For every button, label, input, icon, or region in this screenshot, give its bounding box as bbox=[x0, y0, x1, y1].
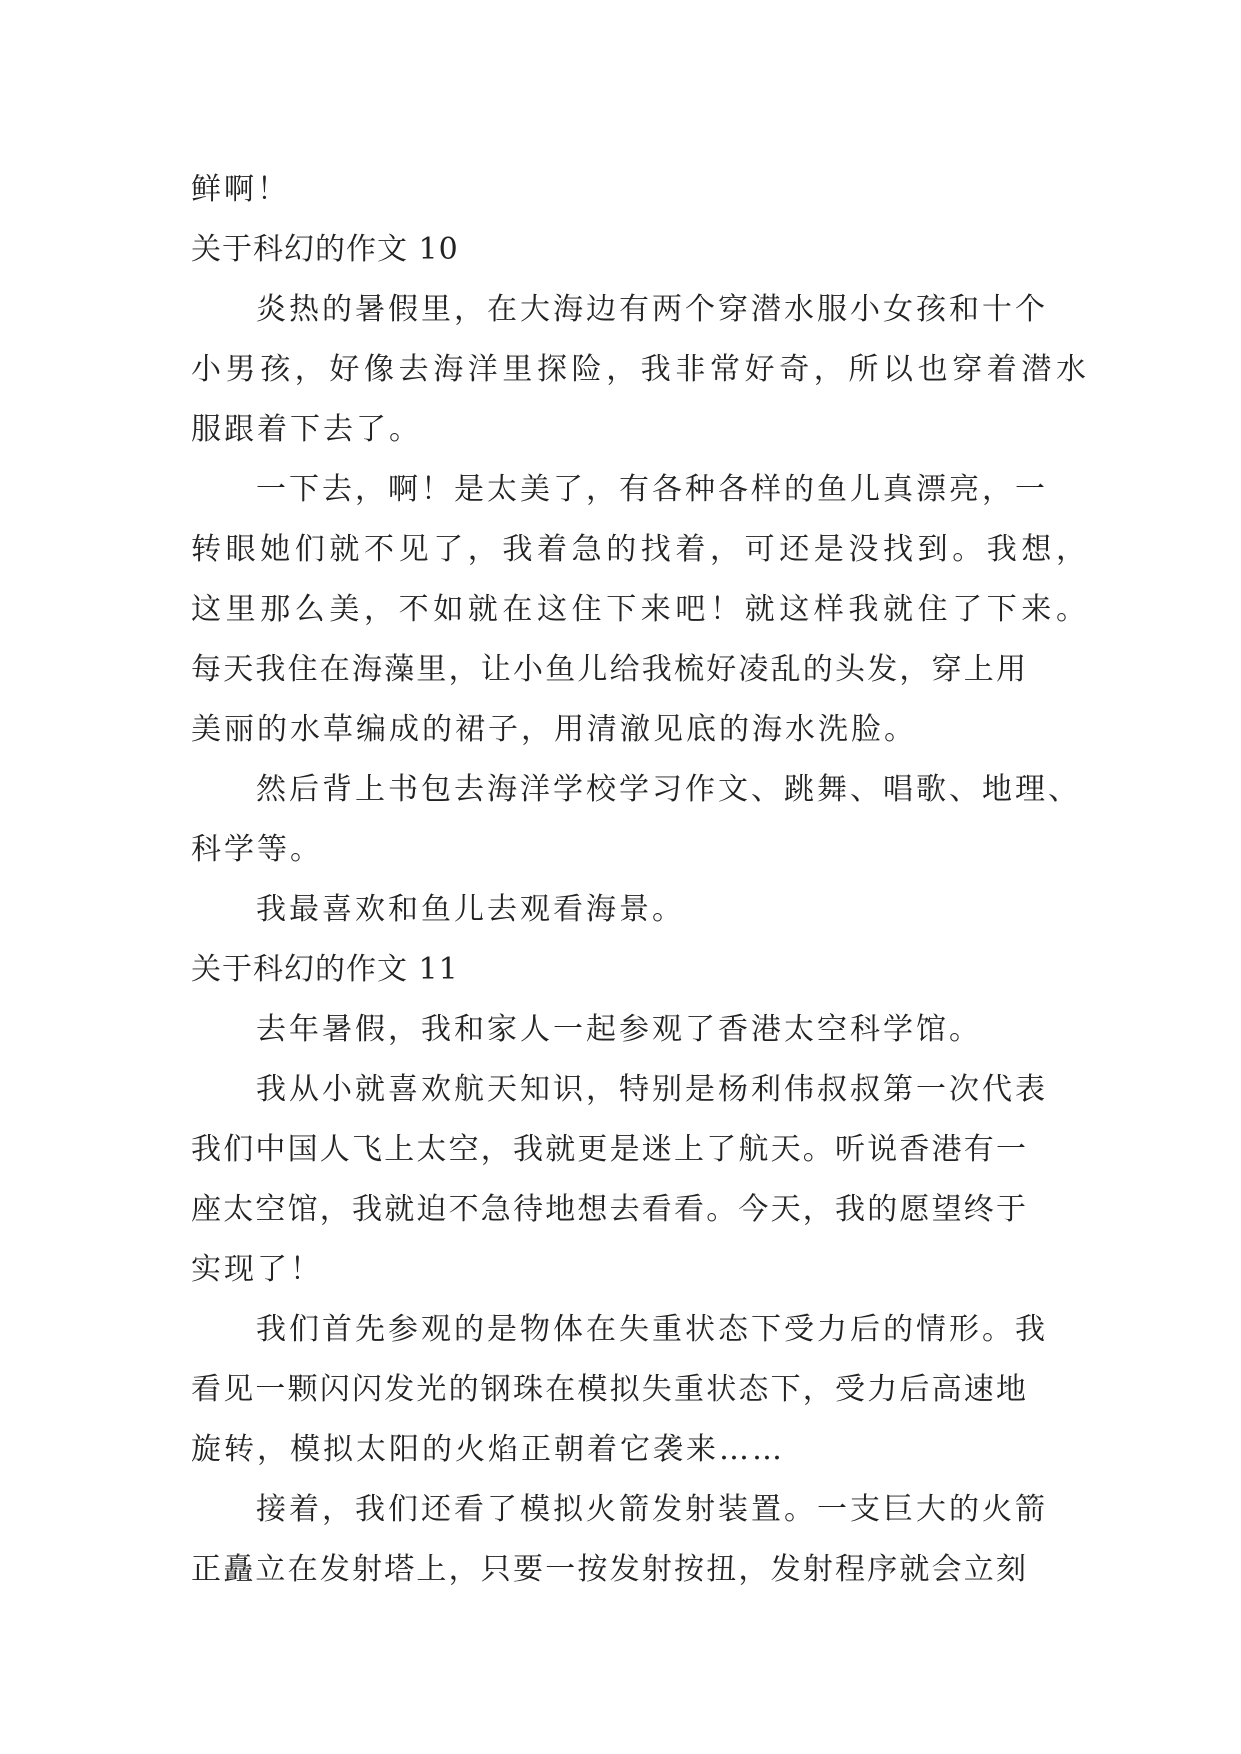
essay-heading: 关于科幻的作文 10 bbox=[191, 232, 459, 267]
text-line: 实现了！ bbox=[191, 1252, 323, 1287]
document-body bbox=[191, 160, 1091, 1600]
text-line: 我最喜欢和鱼儿去观看海景。 bbox=[256, 892, 685, 927]
text-line: 正矗立在发射塔上，只要一按发射按扭，发射程序就会立刻 bbox=[191, 1552, 1029, 1587]
text-line: 炎热的暑假里，在大海边有两个穿潜水服小女孩和十个 bbox=[256, 292, 1048, 327]
text-line: 去年暑假，我和家人一起参观了香港太空科学馆。 bbox=[256, 1012, 982, 1047]
text-line: 接着，我们还看了模拟火箭发射装置。一支巨大的火箭 bbox=[256, 1492, 1048, 1527]
text-line: 服跟着下去了。 bbox=[191, 412, 422, 447]
text-line: 这里那么美，不如就在这住下来吧！就这样我就住了下来。 bbox=[191, 592, 1091, 627]
text-line: 鲜啊！ bbox=[191, 172, 290, 207]
text-line: 一下去，啊！是太美了，有各种各样的鱼儿真漂亮，一 bbox=[256, 472, 1048, 507]
text-line: 然后背上书包去海洋学校学习作文、跳舞、唱歌、地理、 bbox=[256, 772, 1081, 807]
text-line: 科学等。 bbox=[191, 832, 323, 867]
text-line: 我从小就喜欢航天知识，特别是杨利伟叔叔第一次代表 bbox=[256, 1072, 1048, 1107]
text-line: 小男孩，好像去海洋里探险，我非常好奇，所以也穿着潜水 bbox=[191, 352, 1091, 387]
text-line: 转眼她们就不见了，我着急的找着，可还是没找到。我想， bbox=[191, 532, 1091, 567]
essay-heading: 关于科幻的作文 11 bbox=[191, 952, 459, 987]
text-line: 看见一颗闪闪发光的钢珠在模拟失重状态下，受力后高速地 bbox=[191, 1372, 1029, 1407]
text-line: 美丽的水草编成的裙子，用清澈见底的海水洗脸。 bbox=[191, 712, 917, 747]
text-line: 每天我住在海藻里，让小鱼儿给我梳好凌乱的头发，穿上用 bbox=[191, 652, 1029, 687]
text-line: 座太空馆，我就迫不急待地想去看看。今天，我的愿望终于 bbox=[191, 1192, 1029, 1227]
text-line: 我们中国人飞上太空，我就更是迷上了航天。听说香港有一 bbox=[191, 1132, 1029, 1167]
text-line: 我们首先参观的是物体在失重状态下受力后的情形。我 bbox=[256, 1312, 1048, 1347]
text-line: 旋转，模拟太阳的火焰正朝着它袭来…… bbox=[191, 1432, 785, 1467]
